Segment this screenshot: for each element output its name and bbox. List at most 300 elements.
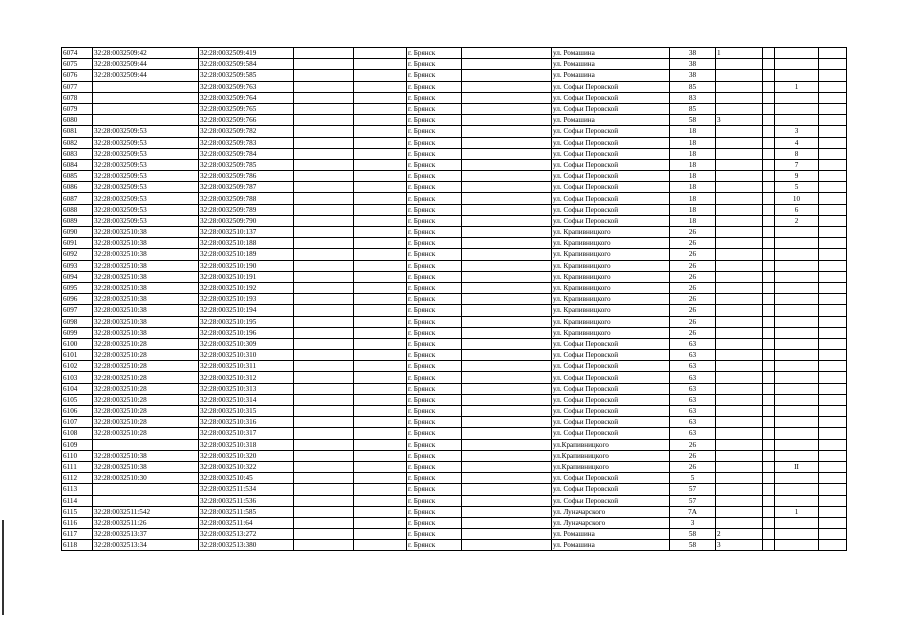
- table-cell: 32:28:0032510:312: [199, 372, 294, 383]
- table-cell: 6099: [62, 327, 93, 338]
- table-cell: г. Брянск: [407, 316, 462, 327]
- table-cell: ул. Софьи Перовской: [552, 428, 670, 439]
- table-cell: [294, 540, 354, 551]
- table-cell: 32:28:0032509:784: [199, 148, 294, 159]
- table-row: [62, 495, 847, 506]
- table-cell: [294, 81, 354, 92]
- table-cell: [819, 529, 847, 540]
- table-cell: ул. Крапивницкого: [552, 227, 670, 238]
- table-cell: [462, 59, 552, 70]
- table-cell: ул. Софьи Перовской: [552, 81, 670, 92]
- table-cell: [93, 439, 199, 450]
- table-cell: 6097: [62, 305, 93, 316]
- table-cell: [294, 92, 354, 103]
- table-cell: г. Брянск: [407, 383, 462, 394]
- table-cell: [763, 417, 775, 428]
- table-cell: [763, 439, 775, 450]
- table-cell: 32:28:0032510:316: [199, 417, 294, 428]
- table-cell: [462, 182, 552, 193]
- table-cell: [775, 260, 819, 271]
- table-cell: г. Брянск: [407, 495, 462, 506]
- table-row: [62, 204, 847, 215]
- table-cell: [716, 171, 763, 182]
- table-cell: 32:28:0032510:38: [93, 249, 199, 260]
- table-cell: 32:28:0032511:536: [199, 495, 294, 506]
- table-cell: [763, 126, 775, 137]
- table-cell: [775, 115, 819, 126]
- table-cell: 32:28:0032509:789: [199, 204, 294, 215]
- table-cell: ул. Ромашина: [552, 48, 670, 59]
- table-cell: 32:28:0032509:419: [199, 48, 294, 59]
- table-cell: 32:28:0032510:315: [199, 406, 294, 417]
- table-cell: 5: [670, 473, 716, 484]
- table-cell: [462, 517, 552, 528]
- table-cell: 32:28:0032510:28: [93, 383, 199, 394]
- table-cell: 32:28:0032509:788: [199, 193, 294, 204]
- table-cell: 32:28:0032511:542: [93, 506, 199, 517]
- table-cell: [716, 92, 763, 103]
- table-cell: 32:28:0032509:766: [199, 115, 294, 126]
- table-cell: 63: [670, 338, 716, 349]
- table-cell: ул. Софьи Перовской: [552, 137, 670, 148]
- table-cell: г. Брянск: [407, 227, 462, 238]
- table-cell: 85: [670, 103, 716, 114]
- table-cell: [763, 484, 775, 495]
- table-cell: 6113: [62, 484, 93, 495]
- table-cell: ул. Софьи Перовской: [552, 473, 670, 484]
- table-cell: 32:28:0032511:534: [199, 484, 294, 495]
- table-cell: 32:28:0032509:53: [93, 148, 199, 159]
- table-cell: 32:28:0032510:196: [199, 327, 294, 338]
- table-cell: [775, 282, 819, 293]
- table-cell: [294, 461, 354, 472]
- table-cell: [763, 338, 775, 349]
- table-cell: [462, 204, 552, 215]
- table-cell: [294, 383, 354, 394]
- table-cell: 6101: [62, 350, 93, 361]
- table-cell: [354, 48, 407, 59]
- table-row: [62, 338, 847, 349]
- table-cell: [819, 182, 847, 193]
- table-row: [62, 473, 847, 484]
- table-cell: [462, 215, 552, 226]
- table-cell: 6107: [62, 417, 93, 428]
- table-cell: 6086: [62, 182, 93, 193]
- table-cell: 3: [716, 115, 763, 126]
- table-cell: [763, 182, 775, 193]
- table-cell: ул. Софьи Перовской: [552, 148, 670, 159]
- table-cell: 6074: [62, 48, 93, 59]
- table-cell: [354, 439, 407, 450]
- table-cell: [354, 406, 407, 417]
- table-cell: г. Брянск: [407, 350, 462, 361]
- table-cell: ул. Крапивницкого: [552, 294, 670, 305]
- table-cell: 18: [670, 204, 716, 215]
- table-cell: [294, 204, 354, 215]
- table-cell: г. Брянск: [407, 450, 462, 461]
- table-cell: 32:28:0032509:53: [93, 204, 199, 215]
- table-cell: 32:28:0032511:585: [199, 506, 294, 517]
- table-cell: г. Брянск: [407, 137, 462, 148]
- table-cell: [294, 115, 354, 126]
- table-row: [62, 215, 847, 226]
- table-row: [62, 115, 847, 126]
- table-cell: [354, 540, 407, 551]
- table-cell: [294, 473, 354, 484]
- table-cell: [716, 204, 763, 215]
- table-cell: 32:28:0032509:785: [199, 159, 294, 170]
- table-cell: г. Брянск: [407, 428, 462, 439]
- table-cell: [294, 394, 354, 405]
- table-cell: [819, 260, 847, 271]
- table-row: [62, 450, 847, 461]
- table-cell: [354, 529, 407, 540]
- table-cell: [819, 59, 847, 70]
- table-cell: [462, 417, 552, 428]
- table-cell: [819, 282, 847, 293]
- table-cell: г. Брянск: [407, 115, 462, 126]
- table-cell: [354, 81, 407, 92]
- table-cell: ул. Ромашина: [552, 115, 670, 126]
- table-cell: [716, 506, 763, 517]
- table-cell: [763, 529, 775, 540]
- table-cell: [294, 70, 354, 81]
- table-row: [62, 48, 847, 59]
- table-cell: 32:28:0032510:309: [199, 338, 294, 349]
- table-cell: [294, 428, 354, 439]
- table-cell: г. Брянск: [407, 249, 462, 260]
- table-cell: г. Брянск: [407, 103, 462, 114]
- table-cell: [775, 350, 819, 361]
- table-cell: 63: [670, 428, 716, 439]
- table-cell: [462, 159, 552, 170]
- table-cell: 6091: [62, 238, 93, 249]
- table-cell: [775, 450, 819, 461]
- table-cell: [775, 417, 819, 428]
- table-cell: [763, 495, 775, 506]
- table-cell: [775, 271, 819, 282]
- table-cell: [775, 439, 819, 450]
- table-cell: [462, 92, 552, 103]
- table-cell: [716, 495, 763, 506]
- table-cell: ул. Софьи Перовской: [552, 484, 670, 495]
- table-cell: 6116: [62, 517, 93, 528]
- table-row: [62, 506, 847, 517]
- table-cell: 6102: [62, 361, 93, 372]
- table-cell: 26: [670, 450, 716, 461]
- table-cell: ул. Луначарского: [552, 506, 670, 517]
- table-cell: [763, 473, 775, 484]
- table-cell: [354, 473, 407, 484]
- table-cell: 57: [670, 484, 716, 495]
- table-cell: [819, 92, 847, 103]
- table-cell: г. Брянск: [407, 204, 462, 215]
- table-cell: [294, 48, 354, 59]
- table-cell: 32:28:0032509:783: [199, 137, 294, 148]
- table-cell: ул. Софьи Перовской: [552, 193, 670, 204]
- table-cell: 26: [670, 294, 716, 305]
- table-cell: [462, 137, 552, 148]
- table-row: [62, 249, 847, 260]
- table-cell: г. Брянск: [407, 59, 462, 70]
- table-cell: [354, 305, 407, 316]
- table-cell: г. Брянск: [407, 193, 462, 204]
- table-cell: [93, 495, 199, 506]
- table-cell: [462, 316, 552, 327]
- table-cell: 6111: [62, 461, 93, 472]
- table-cell: [462, 383, 552, 394]
- table-cell: [716, 316, 763, 327]
- table-row: [62, 406, 847, 417]
- table-cell: [763, 48, 775, 59]
- table-cell: 6084: [62, 159, 93, 170]
- table-cell: [462, 260, 552, 271]
- table-row: [62, 439, 847, 450]
- table-cell: [716, 473, 763, 484]
- table-cell: 32:28:0032510:320: [199, 450, 294, 461]
- table-cell: [462, 103, 552, 114]
- table-cell: [819, 338, 847, 349]
- table-cell: [716, 81, 763, 92]
- table-row: [62, 182, 847, 193]
- table-cell: г. Брянск: [407, 148, 462, 159]
- table-cell: 32:28:0032509:585: [199, 70, 294, 81]
- table-cell: [294, 148, 354, 159]
- table-cell: [354, 517, 407, 528]
- table-cell: 58: [670, 529, 716, 540]
- table-row: [62, 294, 847, 305]
- table-cell: г. Брянск: [407, 484, 462, 495]
- table-cell: [775, 540, 819, 551]
- table-cell: [819, 227, 847, 238]
- table-cell: 2: [775, 215, 819, 226]
- table-cell: [763, 461, 775, 472]
- table-cell: [294, 439, 354, 450]
- table-cell: 32:28:0032510:38: [93, 260, 199, 271]
- table-cell: [462, 506, 552, 517]
- table-cell: 32:28:0032510:190: [199, 260, 294, 271]
- table-cell: [763, 193, 775, 204]
- table-cell: [819, 126, 847, 137]
- table-cell: [763, 506, 775, 517]
- table-cell: [716, 227, 763, 238]
- table-cell: [763, 372, 775, 383]
- table-cell: 32:28:0032510:189: [199, 249, 294, 260]
- table-cell: 63: [670, 383, 716, 394]
- table-cell: г. Брянск: [407, 394, 462, 405]
- table-cell: 6112: [62, 473, 93, 484]
- table-cell: г. Брянск: [407, 529, 462, 540]
- table-row: [62, 316, 847, 327]
- table-cell: 32:28:0032510:28: [93, 350, 199, 361]
- table-cell: [763, 70, 775, 81]
- table-cell: [763, 327, 775, 338]
- table-cell: ул. Софьи Перовской: [552, 495, 670, 506]
- table-cell: ул. Софьи Перовской: [552, 159, 670, 170]
- table-cell: [716, 260, 763, 271]
- table-cell: [716, 484, 763, 495]
- table-row: [62, 529, 847, 540]
- table-cell: [294, 316, 354, 327]
- table-cell: 18: [670, 148, 716, 159]
- table-cell: 32:28:0032509:44: [93, 59, 199, 70]
- table-cell: [462, 271, 552, 282]
- table-cell: [462, 484, 552, 495]
- table-cell: 6087: [62, 193, 93, 204]
- table-cell: [354, 383, 407, 394]
- table-cell: 38: [670, 70, 716, 81]
- table-cell: 32:28:0032510:38: [93, 461, 199, 472]
- table-cell: г. Брянск: [407, 171, 462, 182]
- table-cell: [819, 215, 847, 226]
- table-cell: [354, 204, 407, 215]
- table-cell: [294, 193, 354, 204]
- table-cell: [294, 182, 354, 193]
- table-cell: 6092: [62, 249, 93, 260]
- table-cell: [294, 327, 354, 338]
- table-cell: [775, 59, 819, 70]
- table-cell: 3: [775, 126, 819, 137]
- table-row: [62, 70, 847, 81]
- table-cell: г. Брянск: [407, 238, 462, 249]
- table-cell: [775, 70, 819, 81]
- table-cell: [294, 417, 354, 428]
- table-cell: г. Брянск: [407, 70, 462, 81]
- table-row: [62, 417, 847, 428]
- scan-margin-mark: [2, 520, 4, 615]
- table-cell: [462, 148, 552, 159]
- table-row: [62, 193, 847, 204]
- table-cell: [462, 428, 552, 439]
- table-cell: [354, 327, 407, 338]
- table-cell: [819, 495, 847, 506]
- table-cell: ул. Крапивницкого: [552, 271, 670, 282]
- table-cell: г. Брянск: [407, 215, 462, 226]
- table-cell: 32:28:0032509:53: [93, 137, 199, 148]
- table-cell: [354, 70, 407, 81]
- table-cell: 32:28:0032510:38: [93, 305, 199, 316]
- table-cell: 32:28:0032509:790: [199, 215, 294, 226]
- table-cell: [354, 92, 407, 103]
- table-cell: [294, 529, 354, 540]
- table-row: [62, 461, 847, 472]
- table-cell: [716, 282, 763, 293]
- table-cell: 6096: [62, 294, 93, 305]
- table-cell: [775, 372, 819, 383]
- table-cell: [763, 517, 775, 528]
- table-cell: [763, 59, 775, 70]
- table-cell: [716, 517, 763, 528]
- table-cell: 6105: [62, 394, 93, 405]
- table-cell: ул. Ромашина: [552, 529, 670, 540]
- table-cell: 85: [670, 81, 716, 92]
- table-cell: г. Брянск: [407, 260, 462, 271]
- table-cell: [294, 215, 354, 226]
- table-cell: [354, 282, 407, 293]
- table-cell: [819, 517, 847, 528]
- table-cell: 6088: [62, 204, 93, 215]
- table-cell: г. Брянск: [407, 271, 462, 282]
- table-cell: [716, 461, 763, 472]
- table-cell: [819, 171, 847, 182]
- table-row: [62, 327, 847, 338]
- table-cell: [462, 473, 552, 484]
- table-cell: [294, 271, 354, 282]
- table-cell: [819, 193, 847, 204]
- table-cell: [763, 159, 775, 170]
- table-cell: [819, 461, 847, 472]
- table-cell: [763, 215, 775, 226]
- table-cell: 32:28:0032510:38: [93, 294, 199, 305]
- table-cell: ул. Крапивницкого: [552, 327, 670, 338]
- table-cell: [462, 305, 552, 316]
- table-cell: 63: [670, 406, 716, 417]
- table-cell: [775, 316, 819, 327]
- table-cell: [462, 338, 552, 349]
- table-cell: [775, 238, 819, 249]
- table-cell: [354, 417, 407, 428]
- table-cell: 3: [670, 517, 716, 528]
- table-cell: 63: [670, 394, 716, 405]
- table-cell: 18: [670, 137, 716, 148]
- table-cell: 63: [670, 361, 716, 372]
- table-cell: 32:28:0032510:28: [93, 361, 199, 372]
- table-cell: [462, 361, 552, 372]
- table-cell: ул. Софьи Перовской: [552, 171, 670, 182]
- table-cell: [462, 249, 552, 260]
- table-cell: [294, 350, 354, 361]
- table-cell: [763, 350, 775, 361]
- table-cell: 32:28:0032510:28: [93, 372, 199, 383]
- table-cell: [763, 137, 775, 148]
- table-cell: [763, 316, 775, 327]
- table-cell: 32:28:0032509:765: [199, 103, 294, 114]
- table-cell: 26: [670, 227, 716, 238]
- table-cell: ул. Софьи Перовской: [552, 383, 670, 394]
- table-cell: 32:28:0032509:53: [93, 159, 199, 170]
- table-cell: [763, 271, 775, 282]
- table-cell: [354, 338, 407, 349]
- table-cell: ул. Софьи Перовской: [552, 204, 670, 215]
- table-cell: 6085: [62, 171, 93, 182]
- table-cell: [775, 361, 819, 372]
- table-cell: 32:28:0032510:311: [199, 361, 294, 372]
- table-cell: [354, 249, 407, 260]
- table-cell: 10: [775, 193, 819, 204]
- table-cell: [716, 383, 763, 394]
- table-cell: [462, 126, 552, 137]
- table-cell: [294, 517, 354, 528]
- table-cell: II: [775, 461, 819, 472]
- table-cell: 32:28:0032509:53: [93, 171, 199, 182]
- table-cell: [716, 148, 763, 159]
- table-cell: 32:28:0032510:28: [93, 394, 199, 405]
- table-cell: 5: [775, 182, 819, 193]
- table-cell: 32:28:0032510:38: [93, 327, 199, 338]
- table-cell: 32:28:0032510:28: [93, 417, 199, 428]
- table-cell: ул. Ромашина: [552, 540, 670, 551]
- table-cell: [294, 372, 354, 383]
- table-cell: [716, 193, 763, 204]
- table-cell: 32:28:0032510:192: [199, 282, 294, 293]
- table-cell: [294, 126, 354, 137]
- table-cell: [775, 48, 819, 59]
- table-cell: [716, 271, 763, 282]
- table-cell: [462, 171, 552, 182]
- table-cell: г. Брянск: [407, 294, 462, 305]
- table-cell: [294, 159, 354, 170]
- table-cell: [354, 137, 407, 148]
